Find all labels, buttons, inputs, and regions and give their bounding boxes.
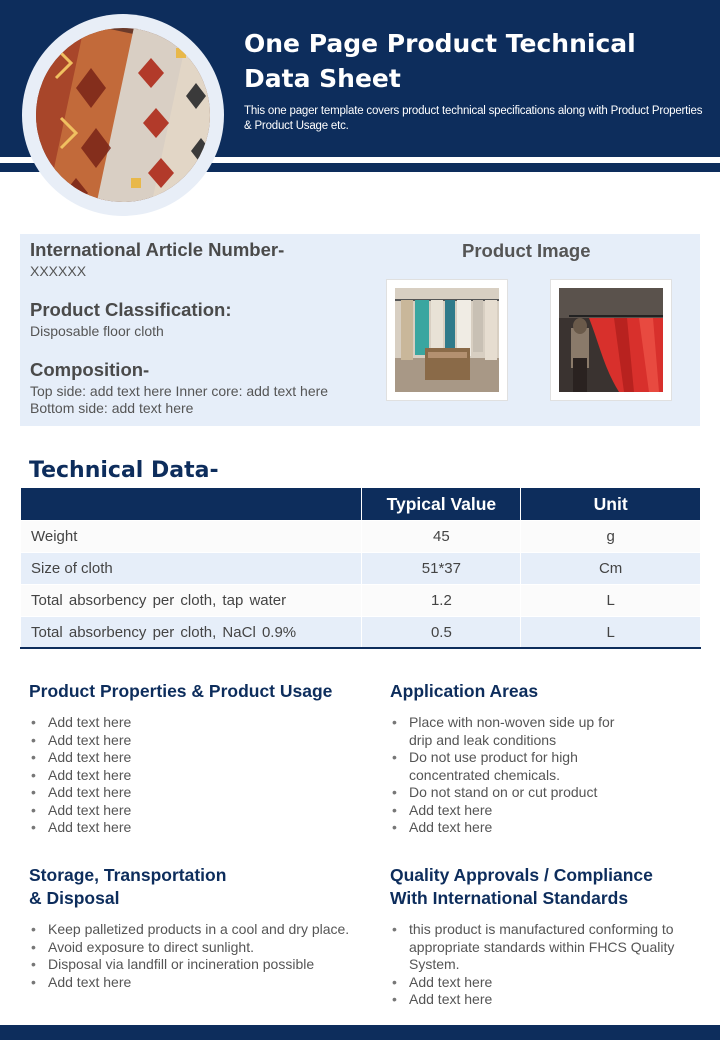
quality-heading-line-2: With International Standards — [390, 888, 629, 908]
table-row — [21, 617, 701, 649]
column-header-typical-value: Typical Value — [362, 488, 521, 521]
list-item: • Add text here — [30, 974, 375, 992]
row-value: 51*37 — [362, 553, 521, 585]
row-name: Size of cloth — [21, 553, 362, 585]
list-item: • Disposal via landfill or incineration possible — [30, 956, 375, 974]
technical-data-title: Technical Data- — [29, 458, 219, 483]
table-row — [21, 585, 701, 617]
classification-label: Product Classification: — [30, 299, 232, 320]
storage-list — [30, 921, 375, 991]
storage-heading-line-2: & Disposal — [29, 888, 120, 908]
table-bottom-rule — [20, 647, 701, 649]
technical-data-table — [20, 487, 701, 649]
list-item: • Do not stand on or cut product — [391, 784, 641, 802]
row-value: 0.5 — [362, 617, 521, 649]
list-item: • Place with non-woven side up for drip and leak conditions — [391, 714, 641, 749]
row-unit: L — [521, 585, 701, 617]
table-row — [21, 553, 701, 585]
list-item: • Add text here — [391, 974, 691, 992]
list-item: • Add text here — [30, 802, 360, 820]
list-item: • Add text here — [30, 732, 360, 750]
article-number-value: XXXXXX — [30, 263, 87, 279]
textile-image — [36, 28, 210, 202]
properties-heading: Product Properties & Product Usage — [29, 681, 333, 701]
composition-line-2: Bottom side: add text here — [30, 400, 194, 416]
row-name: Total absorbency per cloth, NaCl 0.9% — [21, 617, 362, 649]
row-value: 1.2 — [362, 585, 521, 617]
list-item: • Add text here — [30, 767, 360, 785]
product-photo-1 — [386, 279, 508, 401]
table-row — [21, 521, 701, 553]
composition-line-1: Top side: add text here Inner core: add text here — [30, 383, 329, 399]
list-item: • Add text here — [30, 749, 360, 767]
list-item: • Add text here — [30, 819, 360, 837]
quality-heading — [390, 864, 653, 910]
row-name: Weight — [21, 521, 362, 553]
application-heading: Application Areas — [390, 681, 539, 701]
product-image-heading: Product Image — [462, 240, 591, 261]
quality-list — [391, 921, 691, 1009]
list-item: • Avoid exposure to direct sunlight. — [30, 939, 375, 957]
list-item: • Keep palletized products in a cool and dry place. — [30, 921, 375, 939]
row-unit: g — [521, 521, 701, 553]
classification-value: Disposable floor cloth — [30, 323, 164, 339]
footer-bar — [0, 1025, 720, 1040]
list-item: • this product is manufactured conforming to appropriate standards within FHCS Quality System. — [391, 921, 691, 974]
list-item: • Add text here — [391, 991, 691, 1009]
column-header-unit: Unit — [521, 488, 701, 521]
page-subtitle: This one pager template covers product technical specifications along with Product Properties & Product Usage etc. — [244, 105, 703, 132]
list-item: • Add text here — [391, 819, 641, 837]
row-name: Total absorbency per cloth, tap water — [21, 585, 362, 617]
application-list — [391, 714, 641, 837]
page-title: One Page Product Technical Data Sheet — [244, 29, 636, 93]
product-photo-2 — [550, 279, 672, 401]
column-header-name — [21, 488, 362, 521]
quality-heading-line-1: Quality Approvals / Compliance — [390, 865, 653, 885]
composition-label: Composition- — [30, 359, 150, 380]
table-header-row — [21, 488, 701, 521]
row-unit: Cm — [521, 553, 701, 585]
list-item: • Add text here — [30, 784, 360, 802]
storage-heading — [29, 864, 226, 910]
list-item: • Add text here — [30, 714, 360, 732]
article-number-label: International Article Number- — [30, 239, 285, 260]
list-item: • Add text here — [391, 802, 641, 820]
row-unit: L — [521, 617, 701, 649]
storage-heading-line-1: Storage, Transportation — [29, 865, 227, 885]
list-item: • Do not use product for high concentrated chemicals. — [391, 749, 641, 784]
row-value: 45 — [362, 521, 521, 553]
properties-list — [30, 714, 360, 837]
